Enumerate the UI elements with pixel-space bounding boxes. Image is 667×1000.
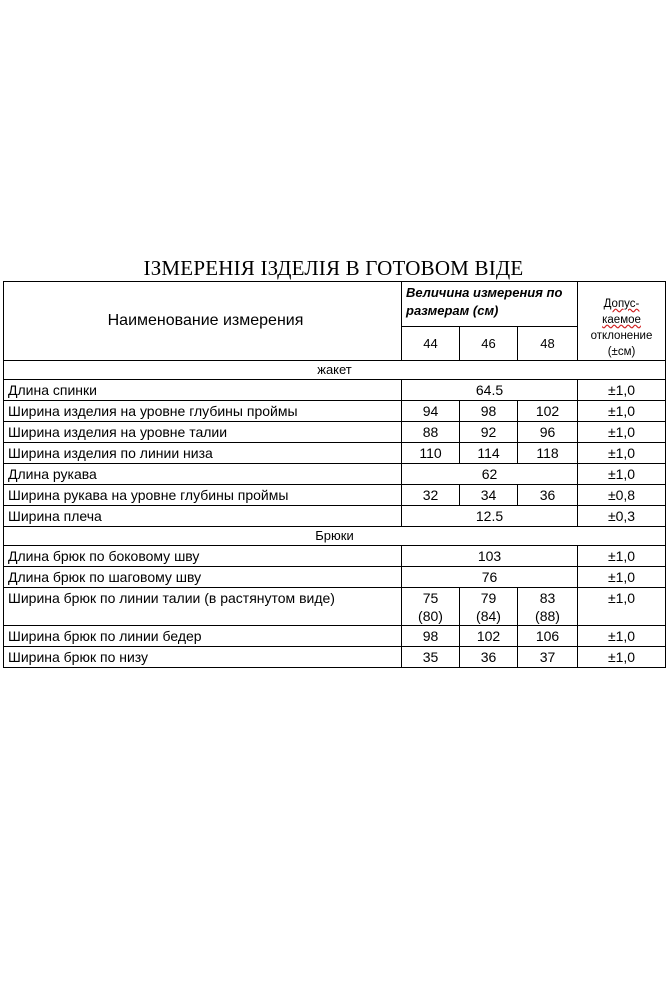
row-value-46: 34 bbox=[460, 485, 518, 506]
row-name: Ширина изделия на уровне глубины проймы bbox=[4, 401, 402, 422]
row-value-46: 98 bbox=[460, 401, 518, 422]
row-merged-value: 62 bbox=[402, 464, 578, 485]
table-row bbox=[4, 626, 666, 647]
sizes-column-header: Величина измерения по размерам (см) bbox=[402, 282, 578, 327]
row-name: Длина рукава bbox=[4, 464, 402, 485]
row-merged-value: 76 bbox=[402, 567, 578, 588]
section-row bbox=[4, 527, 666, 546]
measurements-table bbox=[3, 281, 666, 668]
row-name: Длина брюк по боковому шву bbox=[4, 546, 402, 567]
row-merged-value: 12.5 bbox=[402, 506, 578, 527]
table-row bbox=[4, 422, 666, 443]
row-name: Длина брюк по шаговому шву bbox=[4, 567, 402, 588]
table-row bbox=[4, 506, 666, 527]
row-value-44: 94 bbox=[402, 401, 460, 422]
row-value-48: 118 bbox=[518, 443, 578, 464]
section-row bbox=[4, 361, 666, 380]
tolerance-header-line3: отклонение bbox=[590, 330, 653, 342]
row-tolerance: ±1,0 bbox=[578, 401, 666, 422]
row-tolerance: ±0,8 bbox=[578, 485, 666, 506]
row-value-main: 75 bbox=[422, 590, 439, 606]
size-46: 46 bbox=[460, 327, 518, 361]
table-row bbox=[4, 401, 666, 422]
table-row bbox=[4, 647, 666, 668]
row-name: Ширина плеча bbox=[4, 506, 402, 527]
table-row bbox=[4, 567, 666, 588]
row-merged-value: 64.5 bbox=[402, 380, 578, 401]
tolerance-header-line1: Допус- bbox=[603, 298, 640, 310]
table-row bbox=[4, 380, 666, 401]
size-44: 44 bbox=[402, 327, 460, 361]
row-value-46 bbox=[460, 588, 518, 626]
table-row bbox=[4, 588, 666, 626]
row-value-44: 98 bbox=[402, 626, 460, 647]
name-column-header: Наименование измерения bbox=[4, 282, 402, 361]
table-row bbox=[4, 443, 666, 464]
row-tolerance: ±1,0 bbox=[578, 626, 666, 647]
row-name: Ширина изделия по линии низа bbox=[4, 443, 402, 464]
row-value-48: 36 bbox=[518, 485, 578, 506]
row-value-46: 114 bbox=[460, 443, 518, 464]
row-value-44 bbox=[402, 588, 460, 626]
row-tolerance: ±1,0 bbox=[578, 380, 666, 401]
row-name: Ширина брюк по линии талии (в растянутом виде) bbox=[4, 588, 402, 626]
row-value-main: 83 bbox=[539, 590, 556, 606]
row-value-stretched: (88) bbox=[535, 608, 560, 624]
tolerance-column-header bbox=[578, 282, 666, 361]
row-value-44: 88 bbox=[402, 422, 460, 443]
page-title: ІЗМЕРЕНІЯ ІЗДЕЛІЯ В ГОТОВОМ ВІДЕ bbox=[143, 256, 524, 280]
table-row bbox=[4, 485, 666, 506]
row-value-stretched: (80) bbox=[418, 608, 443, 624]
row-value-44: 110 bbox=[402, 443, 460, 464]
row-tolerance: ±1,0 bbox=[578, 647, 666, 668]
row-value-48 bbox=[518, 588, 578, 626]
row-name: Длина спинки bbox=[4, 380, 402, 401]
row-value-48: 37 bbox=[518, 647, 578, 668]
row-value-46: 92 bbox=[460, 422, 518, 443]
row-tolerance: ±1,0 bbox=[578, 443, 666, 464]
row-tolerance: ±1,0 bbox=[578, 464, 666, 485]
row-name: Ширина рукава на уровне глубины проймы bbox=[4, 485, 402, 506]
row-name: Ширина брюк по линии бедер bbox=[4, 626, 402, 647]
row-value-48: 106 bbox=[518, 626, 578, 647]
table-row bbox=[4, 464, 666, 485]
row-name: Ширина брюк по низу bbox=[4, 647, 402, 668]
row-name: Ширина изделия на уровне талии bbox=[4, 422, 402, 443]
row-tolerance: ±1,0 bbox=[578, 588, 666, 626]
tolerance-header-line4: (±см) bbox=[607, 346, 636, 358]
tolerance-header-line2: каемое bbox=[602, 314, 641, 326]
row-value-48: 102 bbox=[518, 401, 578, 422]
row-value-48: 96 bbox=[518, 422, 578, 443]
row-tolerance: ±0,3 bbox=[578, 506, 666, 527]
row-merged-value: 103 bbox=[402, 546, 578, 567]
table-row bbox=[4, 546, 666, 567]
row-value-44: 35 bbox=[402, 647, 460, 668]
section-trousers: Брюки bbox=[4, 527, 666, 546]
row-value-44: 32 bbox=[402, 485, 460, 506]
section-jacket: жакет bbox=[4, 361, 666, 380]
row-value-46: 102 bbox=[460, 626, 518, 647]
row-value-stretched: (84) bbox=[476, 608, 501, 624]
row-tolerance: ±1,0 bbox=[578, 546, 666, 567]
row-value-main: 79 bbox=[480, 590, 497, 606]
row-tolerance: ±1,0 bbox=[578, 567, 666, 588]
row-tolerance: ±1,0 bbox=[578, 422, 666, 443]
size-48: 48 bbox=[518, 327, 578, 361]
row-value-46: 36 bbox=[460, 647, 518, 668]
header-row bbox=[4, 282, 666, 327]
